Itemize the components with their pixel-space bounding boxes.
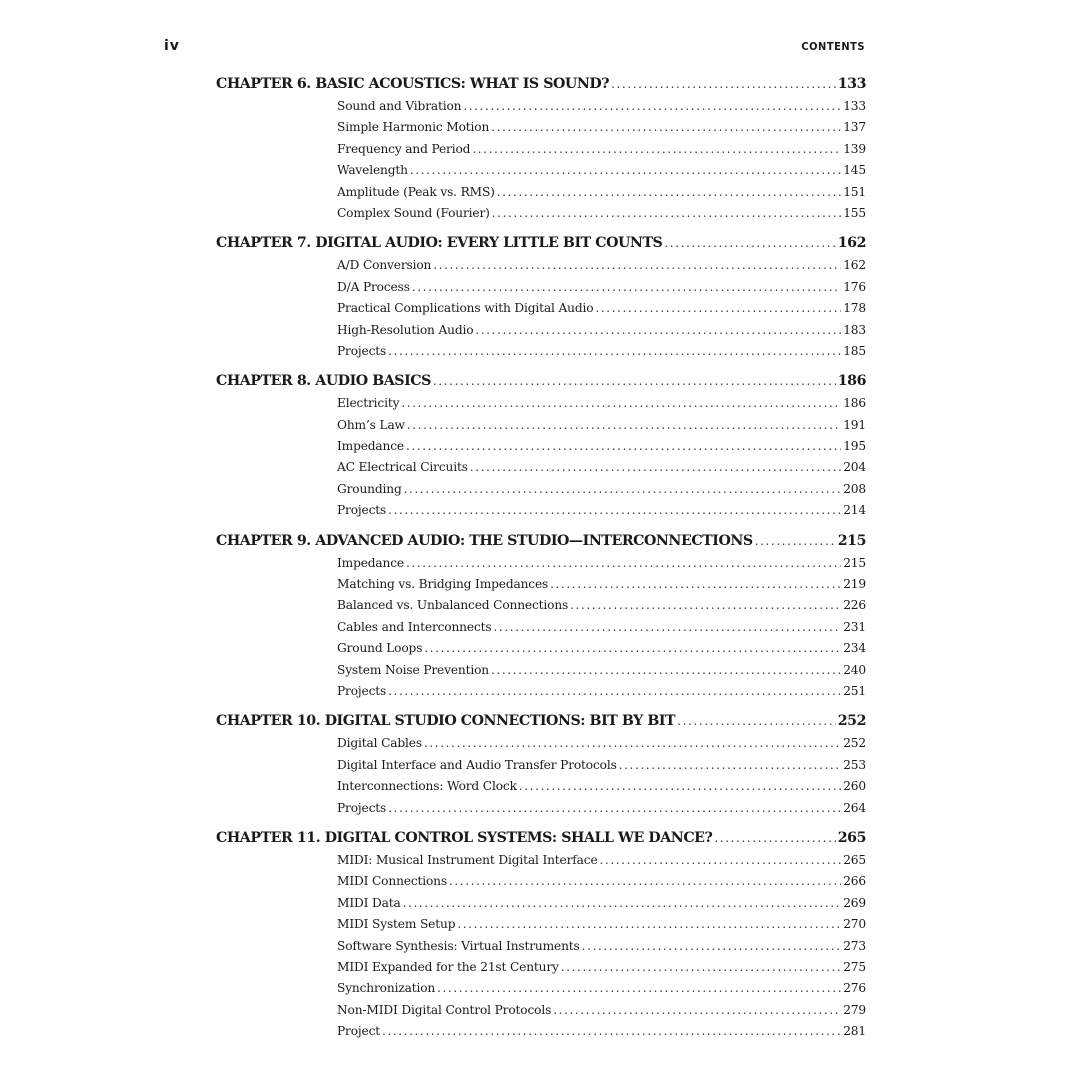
dot-leader	[424, 641, 841, 655]
dot-leader	[470, 460, 841, 474]
dot-leader	[472, 142, 841, 156]
dot-leader	[491, 120, 841, 134]
chapter-page-number: 252	[837, 713, 866, 730]
section-page-number: 155	[843, 205, 866, 220]
section-entry	[337, 874, 866, 895]
dot-leader	[407, 418, 841, 432]
section-entry	[337, 896, 866, 917]
dot-leader	[404, 482, 842, 496]
chapter-title: CHAPTER 11. DIGITAL CONTROL SYSTEMS: SHALL WE DANCE?	[216, 829, 713, 846]
section-entry	[337, 258, 866, 279]
section-page-number: 178	[843, 301, 866, 316]
section-entry	[337, 344, 866, 365]
section-title: Project	[337, 1024, 381, 1039]
section-title: Projects	[337, 683, 387, 698]
section-page-number: 133	[843, 99, 866, 113]
chapter-page-number: 265	[837, 829, 866, 846]
section-title: Projects	[337, 503, 387, 518]
section-entry	[337, 301, 866, 322]
dot-leader	[497, 185, 841, 199]
section-entry	[337, 206, 866, 227]
section-page-number: 234	[843, 641, 866, 656]
section-title: High-Resolution Audio	[337, 322, 474, 337]
chapter-entry	[216, 235, 866, 258]
section-entry	[337, 684, 866, 705]
section-page-number: 264	[843, 800, 866, 815]
dot-leader	[561, 960, 841, 974]
dot-leader	[406, 556, 841, 570]
dot-leader	[401, 396, 841, 410]
section-page-number: 137	[843, 120, 866, 135]
chapter-title: CHAPTER 6. BASIC ACOUSTICS: WHAT IS SOUND?	[216, 76, 610, 92]
section-page-number: 191	[843, 417, 866, 432]
dot-leader	[714, 831, 835, 845]
section-title: Complex Sound (Fourier)	[337, 205, 490, 220]
section-title: System Noise Prevention	[337, 662, 489, 677]
section-title: Frequency and Period	[337, 141, 471, 156]
section-entry	[337, 641, 866, 662]
section-entry	[337, 939, 866, 960]
dot-leader	[424, 736, 841, 750]
section-entry	[337, 396, 866, 417]
section-entry	[337, 736, 866, 757]
chapter-title: CHAPTER 10. DIGITAL STUDIO CONNECTIONS: BIT BY BIT	[216, 713, 676, 730]
section-page-number: 281	[843, 1024, 866, 1039]
section-title: Impedance	[337, 555, 404, 570]
section-title: MIDI Connections	[337, 874, 447, 889]
section-entry	[337, 556, 866, 577]
section-entry	[337, 981, 866, 1002]
dot-leader	[550, 577, 841, 591]
dot-leader	[582, 939, 842, 953]
chapter-title: CHAPTER 9. ADVANCED AUDIO: THE STUDIO—INTERCONNECTIONS	[216, 532, 753, 549]
chapter-block	[216, 373, 866, 524]
section-entry	[337, 577, 866, 598]
chapter-block	[216, 533, 866, 706]
dot-leader	[664, 236, 835, 250]
section-title: MIDI System Setup	[337, 917, 456, 932]
section-page-number: 252	[843, 736, 866, 751]
dot-leader	[519, 779, 841, 793]
chapter-block	[216, 235, 866, 365]
section-entry	[337, 323, 866, 344]
section-title: Simple Harmonic Motion	[337, 120, 490, 135]
section-entry	[337, 280, 866, 301]
chapter-block	[216, 76, 866, 227]
section-page-number: 176	[843, 279, 866, 294]
section-entry	[337, 960, 866, 981]
section-page-number: 269	[843, 895, 866, 910]
dot-leader	[406, 439, 841, 453]
dot-leader	[595, 301, 841, 315]
section-page-number: 204	[843, 460, 866, 475]
section-page-number: 276	[843, 981, 866, 996]
section-page-number: 231	[843, 619, 866, 634]
section-page-number: 139	[843, 141, 866, 156]
dot-leader	[600, 853, 842, 867]
section-page-number: 240	[843, 662, 866, 677]
dot-leader	[475, 323, 841, 337]
section-title: A/D Conversion	[337, 258, 432, 273]
section-page-number: 215	[843, 555, 866, 570]
section-title: Non-MIDI Digital Control Protocols	[337, 1002, 552, 1017]
section-page-number: 214	[843, 503, 866, 518]
chapter-block	[216, 830, 866, 1046]
dot-leader	[433, 374, 836, 388]
chapter-entry	[216, 830, 866, 853]
section-page-number: 162	[843, 258, 866, 273]
dot-leader	[410, 163, 841, 177]
dot-leader	[388, 503, 841, 517]
chapter-title: CHAPTER 8. AUDIO BASICS	[216, 373, 431, 390]
section-title: Practical Complications with Digital Audio	[337, 301, 594, 316]
dot-leader	[570, 598, 841, 612]
section-page-number: 265	[843, 852, 866, 867]
chapter-entry	[216, 76, 866, 99]
dot-leader	[619, 758, 841, 772]
section-title: Grounding	[337, 481, 402, 496]
section-title: Amplitude (Peak vs. RMS)	[337, 184, 495, 199]
section-title: Synchronization	[337, 981, 436, 996]
section-entry	[337, 917, 866, 938]
dot-leader	[403, 896, 842, 910]
section-entry	[337, 779, 866, 800]
section-entry	[337, 163, 866, 184]
section-page-number: 186	[843, 396, 866, 411]
section-entry	[337, 503, 866, 524]
section-page-number: 260	[843, 779, 866, 794]
dot-leader	[611, 77, 836, 91]
section-entry	[337, 801, 866, 822]
section-title: Balanced vs. Unbalanced Connections	[337, 598, 569, 613]
section-page-number: 275	[843, 959, 866, 974]
section-entry	[337, 185, 866, 206]
dot-leader	[412, 280, 841, 294]
section-page-number: 279	[843, 1002, 866, 1017]
dot-leader	[677, 714, 836, 728]
section-page-number: 195	[843, 439, 866, 454]
dot-leader	[492, 206, 841, 220]
dot-leader	[388, 684, 841, 698]
running-head: CONTENTS	[801, 40, 865, 53]
chapter-entry	[216, 533, 866, 556]
chapter-page-number: 215	[837, 532, 866, 549]
dot-leader	[463, 99, 841, 113]
section-page-number: 266	[843, 874, 866, 889]
section-page-number: 253	[843, 757, 866, 772]
section-title: MIDI: Musical Instrument Digital Interface	[337, 852, 598, 867]
section-title: Impedance	[337, 439, 404, 454]
dot-leader	[437, 981, 841, 995]
chapter-entry	[216, 373, 866, 396]
section-title: Sound and Vibration	[337, 99, 462, 113]
chapter-entry	[216, 713, 866, 736]
section-entry	[337, 1024, 866, 1045]
dot-leader	[388, 801, 841, 815]
section-title: Ohm’s Law	[337, 417, 405, 432]
section-entry	[337, 99, 866, 120]
chapter-page-number: 133	[837, 76, 866, 92]
section-entry	[337, 418, 866, 439]
section-entry	[337, 120, 866, 141]
section-entry	[337, 598, 866, 619]
section-title: MIDI Data	[337, 895, 401, 910]
dot-leader	[491, 663, 841, 677]
chapter-block	[216, 713, 866, 822]
section-entry	[337, 482, 866, 503]
section-entry	[337, 1003, 866, 1024]
section-page-number: 273	[843, 938, 866, 953]
chapter-page-number: 162	[837, 235, 866, 252]
section-page-number: 208	[843, 481, 866, 496]
section-title: Digital Interface and Audio Transfer Protocols	[337, 757, 617, 772]
page-number: iv	[164, 38, 180, 54]
dot-leader	[457, 917, 841, 931]
section-title: AC Electrical Circuits	[337, 460, 468, 475]
section-entry	[337, 758, 866, 779]
dot-leader	[382, 1024, 841, 1038]
section-entry	[337, 853, 866, 874]
dot-leader	[449, 874, 841, 888]
section-title: Software Synthesis: Virtual Instruments	[337, 938, 580, 953]
section-title: Ground Loops	[337, 641, 423, 656]
section-title: Digital Cables	[337, 736, 422, 751]
dot-leader	[755, 534, 836, 548]
section-page-number: 145	[843, 163, 866, 178]
section-page-number: 185	[843, 343, 866, 358]
section-entry	[337, 663, 866, 684]
dot-leader	[388, 344, 841, 358]
section-title: MIDI Expanded for the 21st Century	[337, 959, 559, 974]
section-title: Interconnections: Word Clock	[337, 779, 517, 794]
section-title: Cables and Interconnects	[337, 619, 492, 634]
section-page-number: 183	[843, 322, 866, 337]
section-title: Matching vs. Bridging Impedances	[337, 577, 549, 592]
section-page-number: 219	[843, 577, 866, 592]
section-title: Electricity	[337, 396, 400, 411]
section-page-number: 251	[843, 683, 866, 698]
dot-leader	[553, 1003, 841, 1017]
section-entry	[337, 439, 866, 460]
section-entry	[337, 142, 866, 163]
chapter-title: CHAPTER 7. DIGITAL AUDIO: EVERY LITTLE BIT COUNTS	[216, 235, 663, 252]
dot-leader	[433, 258, 841, 272]
section-entry	[337, 620, 866, 641]
section-title: Projects	[337, 343, 387, 358]
section-entry	[337, 460, 866, 481]
section-page-number: 270	[843, 917, 866, 932]
dot-leader	[493, 620, 841, 634]
section-page-number: 151	[843, 184, 866, 199]
section-page-number: 226	[843, 598, 866, 613]
chapter-page-number: 186	[837, 373, 866, 390]
section-title: Projects	[337, 800, 387, 815]
section-title: Wavelength	[337, 163, 408, 178]
section-title: D/A Process	[337, 279, 410, 294]
table-of-contents	[216, 76, 866, 1053]
